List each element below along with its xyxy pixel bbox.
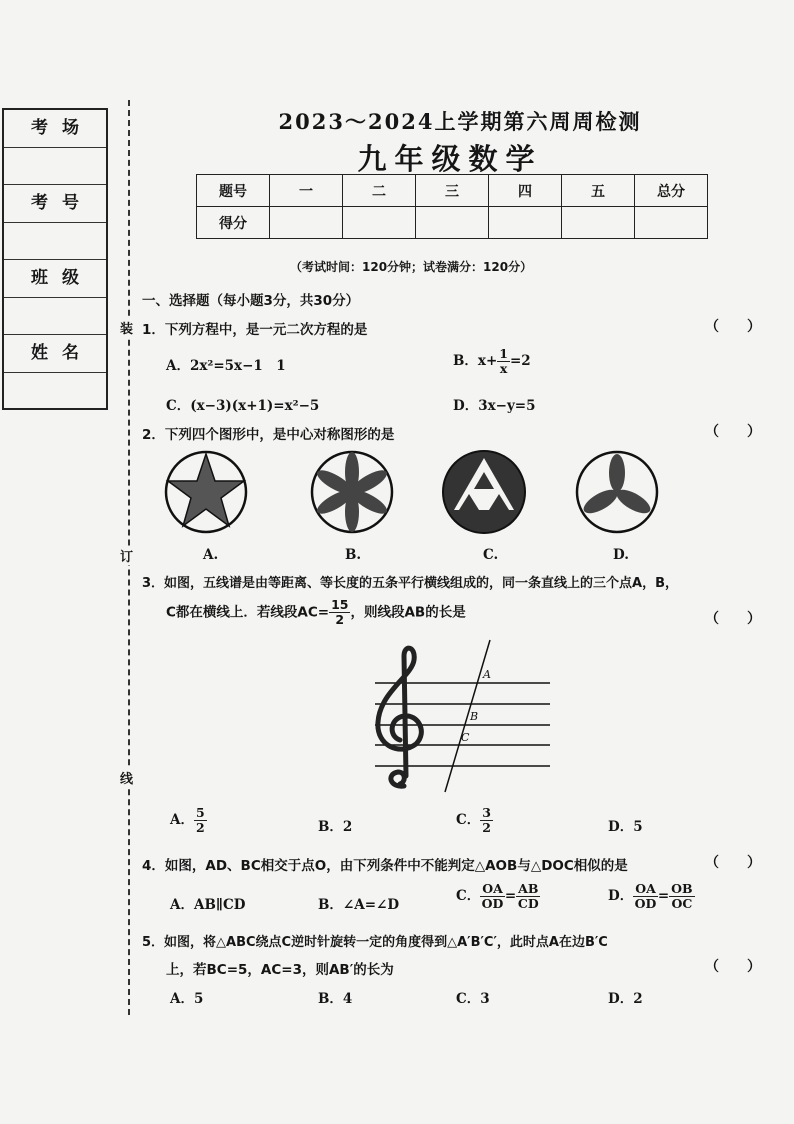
score-table (196, 174, 708, 239)
q2-label-a: A. (203, 547, 219, 563)
q4-option-d-fraction-2 (669, 882, 694, 911)
exam-number-label: 考号 (4, 185, 106, 223)
frac-den: CD (517, 896, 539, 911)
exam-info: （考试时间：120分钟；试卷满分：120分） (290, 260, 533, 274)
q2-answer-paren[interactable]: （ ） (705, 424, 761, 440)
q1-option-d: D．3x−y=5 (453, 398, 536, 414)
q3-stem-line2-b: ，则线段AB的长是 (350, 604, 466, 621)
frac-den: OD (634, 896, 657, 911)
score-cell[interactable] (270, 207, 343, 239)
q3-stem-line2 (166, 598, 466, 627)
exam-number-field[interactable] (4, 223, 106, 260)
q4-answer-paren[interactable]: （ ） (705, 855, 761, 871)
binding-char-zhuang: 装 (120, 318, 133, 337)
q5-option-a: A．5 (170, 991, 204, 1007)
q2-figure-d-trefoil (577, 452, 657, 532)
q4-option-c-fraction-2 (516, 882, 540, 911)
frac-den: x (499, 361, 508, 376)
q2-stem: 2．下列四个图形中，是中心对称图形的是 (142, 427, 395, 443)
q5-option-c: C．3 (456, 991, 490, 1007)
name-field[interactable] (4, 373, 106, 409)
q4-option-d-eq: = (657, 888, 670, 904)
frac-den: 2 (195, 820, 205, 835)
q1-option-b-suffix: =2 (509, 353, 531, 369)
q3-ac-fraction (329, 598, 350, 627)
score-col-3: 三 (416, 175, 489, 207)
q1-option-a: A．2x²=5x−1 1 (166, 358, 286, 374)
frac-num: OA (635, 881, 656, 896)
subject-title: 九年级数学 (357, 142, 543, 176)
frac-den: OD (481, 896, 504, 911)
q1-answer-paren[interactable]: （ ） (705, 319, 761, 335)
q4-option-c (456, 882, 540, 911)
q2-figures (160, 448, 680, 540)
q3-option-a (170, 806, 207, 835)
q3-answer-paren[interactable]: （ ） (705, 611, 761, 627)
q3-point-c: C (461, 731, 470, 744)
exam-room-label: 考场 (4, 110, 106, 148)
q3-option-c (456, 806, 493, 835)
exam-title: 2023～2024上学期第六周周检测 (278, 109, 642, 134)
q5-stem-line1: 5．如图，将△ABC绕点C逆时针旋转一定的角度得到△A′B′C′，此时点A在边B′C (142, 935, 608, 950)
q2-figure-c-triforce (443, 451, 525, 533)
score-col-4: 四 (489, 175, 562, 207)
q4-option-c-eq: = (504, 888, 517, 904)
q4-option-d (608, 882, 695, 911)
q3-staff-figure (360, 636, 560, 796)
score-table-score-label: 得分 (197, 207, 270, 239)
score-col-5: 五 (562, 175, 635, 207)
transversal-line (445, 640, 490, 792)
q3-option-b: B．2 (318, 819, 353, 835)
score-cell[interactable] (635, 207, 708, 239)
q1-stem: 1．下列方程中，是一元二次方程的是 (142, 322, 368, 338)
frac-den: 2 (482, 820, 491, 835)
q3-option-c-prefix: C． (456, 812, 481, 828)
score-col-2: 二 (343, 175, 416, 207)
q2-figure-b-flower (312, 452, 392, 532)
binding-char-xian: 线 (120, 768, 133, 787)
q2-label-d: D. (613, 547, 629, 563)
score-col-1: 一 (270, 175, 343, 207)
frac-num: 3 (482, 805, 491, 820)
q1-option-b-prefix: B．x+ (453, 353, 498, 369)
q5-option-d: D．2 (608, 991, 643, 1007)
frac-num: AB (518, 881, 539, 896)
q4-option-c-fraction-1 (480, 882, 505, 911)
frac-den: 2 (335, 612, 345, 627)
score-cell[interactable] (489, 207, 562, 239)
frac-num: OA (482, 881, 503, 896)
exam-room-field[interactable] (4, 148, 106, 185)
name-label: 姓名 (4, 335, 106, 373)
q5-option-b: B．4 (318, 991, 353, 1007)
class-field[interactable] (4, 298, 106, 335)
q1-option-b-fraction (497, 347, 510, 376)
q4-option-c-prefix: C． (456, 888, 481, 904)
q1-option-c: C．(x−3)(x+1)=x²−5 (166, 398, 320, 414)
q3-option-d: D．5 (608, 819, 643, 835)
frac-num: 1 (499, 346, 508, 361)
score-cell[interactable] (343, 207, 416, 239)
frac-num: OB (671, 881, 693, 896)
q4-stem: 4．如图，AD、BC相交于点O，由下列条件中不能判定△AOB与△DOC相似的是 (142, 858, 628, 874)
q2-label-b: B. (345, 547, 362, 563)
q3-stem-line2-a: C都在横线上．若线段AC= (166, 604, 330, 621)
section-heading: 一、选择题（每小题3分，共30分） (142, 293, 360, 309)
q3-option-a-prefix: A． (170, 812, 194, 828)
q3-option-c-fraction (480, 806, 493, 835)
q5-answer-paren[interactable]: （ ） (705, 959, 761, 975)
q4-option-d-fraction-1 (633, 882, 658, 911)
q3-stem-line1: 3．如图，五线谱是由等距离、等长度的五条平行横线组成的，同一条直线上的三个点A，B， (142, 576, 679, 591)
class-label: 班级 (4, 260, 106, 298)
score-col-total: 总分 (635, 175, 708, 207)
q4-option-b: B．∠A=∠D (318, 897, 400, 913)
q4-option-a: A．AB∥CD (170, 897, 246, 913)
score-cell[interactable] (562, 207, 635, 239)
frac-num: 5 (195, 805, 205, 820)
q3-point-a: A (483, 668, 491, 681)
score-table-header-label: 题号 (197, 175, 270, 207)
q4-option-d-prefix: D． (608, 888, 634, 904)
q5-stem-line2: 上，若BC=5，AC=3，则AB′的长为 (166, 962, 394, 978)
q2-figure-a-star (166, 452, 246, 532)
frac-den: OC (671, 896, 693, 911)
q3-point-b: B (470, 710, 479, 723)
frac-num: 15 (331, 597, 349, 612)
q1-option-b (453, 347, 531, 376)
student-info-box (2, 108, 108, 410)
q2-label-c: C. (483, 547, 499, 563)
binding-char-ding: 订 (120, 546, 133, 565)
q3-option-a-fraction (194, 806, 207, 835)
score-cell[interactable] (416, 207, 489, 239)
